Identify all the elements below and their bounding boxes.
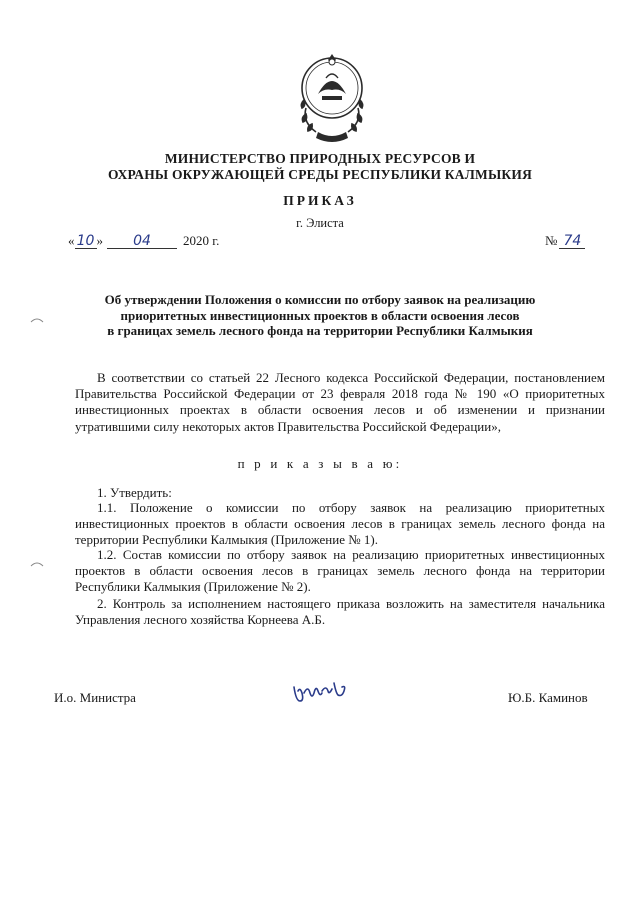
number-value: 74 xyxy=(559,235,585,249)
date-month: 04 xyxy=(107,235,177,249)
item-1: 1. Утвердить: xyxy=(97,485,172,500)
signatory-position: И.о. Министра xyxy=(54,690,136,705)
date-year: 2020 г. xyxy=(183,233,220,248)
coat-of-arms-icon xyxy=(296,48,368,146)
date-day: 10 xyxy=(75,235,97,249)
ministry-name-line1: МИНИСТЕРСТВО ПРИРОДНЫХ РЕСУРСОВ И xyxy=(164,151,476,166)
city: г. Элиста xyxy=(296,216,344,230)
title-line2: приоритетных инвестиционных проектов в области освоения лесов xyxy=(120,307,520,323)
date-open-quote: « xyxy=(68,233,75,248)
document-title xyxy=(80,292,560,339)
document-date xyxy=(68,233,219,249)
number-label: № xyxy=(545,233,558,248)
order-word: п р и к а з ы в а ю: xyxy=(237,456,403,471)
item-2: 2. Контроль за исполнением настоящего приказа возложить на заместителя начальника Управления лесного хозяйства Корнеева А.Б. xyxy=(75,596,605,628)
scan-mark-icon xyxy=(30,316,44,324)
date-close-quote: » xyxy=(96,233,103,248)
title-line3: в границах земель лесного фонда на территории Республики Калмыкия xyxy=(107,323,533,338)
scan-mark-icon xyxy=(30,560,44,568)
title-line1: Об утверждении Положения о комиссии по отбору заявок на реализацию xyxy=(104,292,536,307)
signatory-name: Ю.Б. Каминов xyxy=(508,690,588,705)
document-number xyxy=(545,233,585,249)
preamble-paragraph: В соответствии со статьей 22 Лесного кодекса Российской Федерации, постановлением Правительства Российской Федерации от 23 февраля 2018 года № 190 «О приоритетных инвестиционных проектах в области освоения лесов и об изменении и признании утратившими силу некоторых актов Правительства Российской Федерации», xyxy=(75,370,605,434)
ministry-name-line2: ОХРАНЫ ОКРУЖАЮЩЕЙ СРЕДЫ РЕСПУБЛИКИ КАЛМЫКИЯ xyxy=(107,167,533,182)
item-1-2: 1.2. Состав комиссии по отбору заявок на реализацию приоритетных инвестиционных проектов в области освоения лесов в границах земель лесного фонда на территории Республики Калмыкия (Приложение № 2). xyxy=(75,547,605,595)
document-type: ПРИКАЗ xyxy=(283,193,357,208)
handwritten-signature-icon xyxy=(290,673,360,707)
item-1-1: 1.1. Положение о комиссии по отбору заявок на реализацию приоритетных инвестиционных проектов в области освоения лесов в границах земель лесного фонда на территории Республики Калмыкия (Приложение № 1). xyxy=(75,500,605,548)
